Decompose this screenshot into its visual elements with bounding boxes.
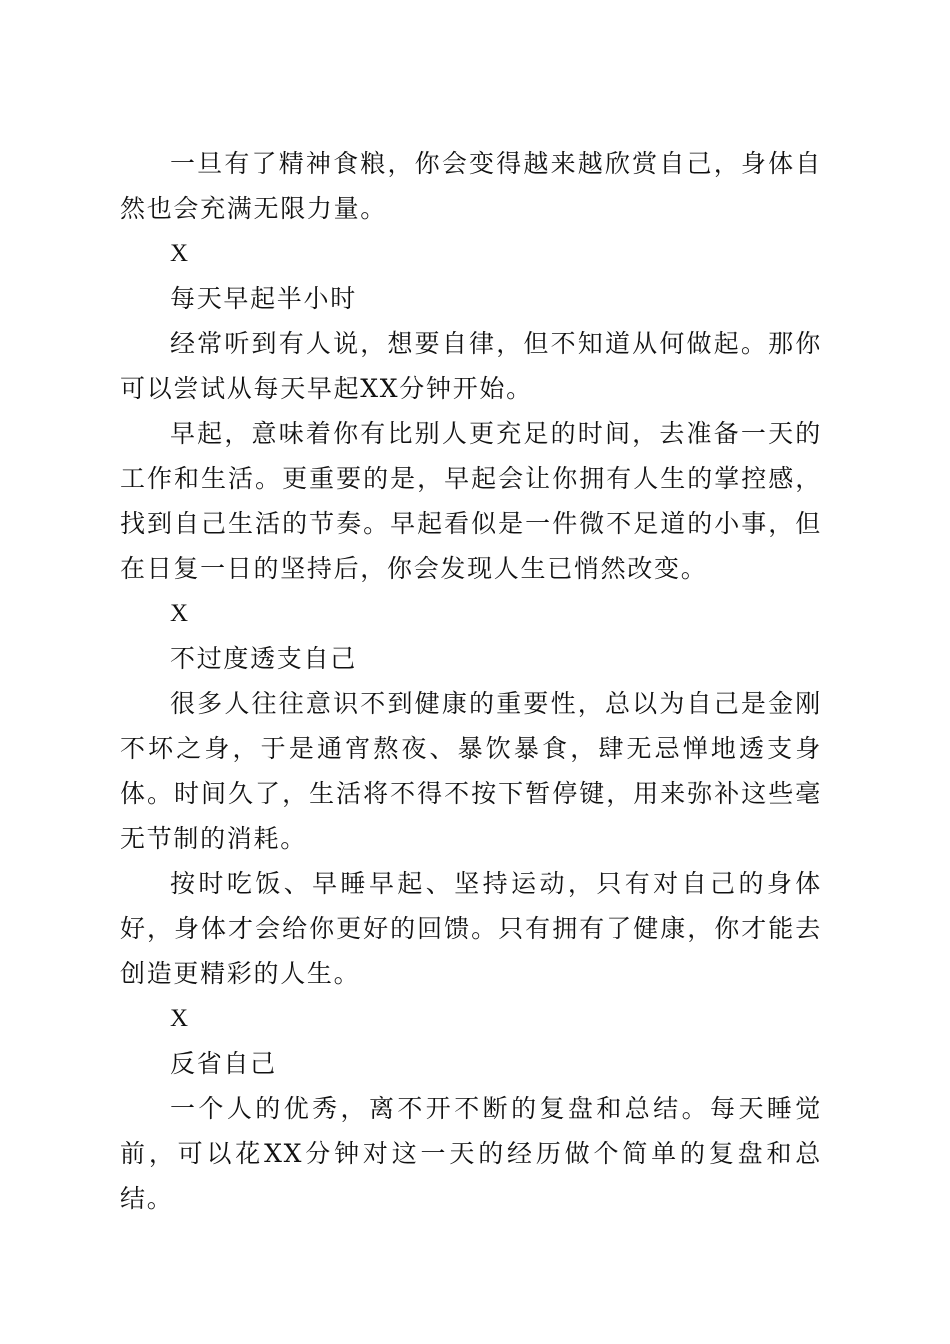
paragraph-health-importance: 很多人往往意识不到健康的重要性，总以为自己是金刚不坏之身，于是通宵熬夜、暴饮暴食，肆无忌惮地透支身体。时间久了，生活将不得不按下暂停键，用来弥补这些毫无节制的消耗。 xyxy=(120,689,822,853)
paragraph-reflect: 一个人的优秀，离不开不断的复盘和总结。每天睡觉前，可以花XX分钟对这一天的经历做个简单的复盘和总结。 xyxy=(120,1094,822,1213)
paragraph-spiritual-food: 一旦有了精神食粮，你会变得越来越欣赏自己，身体自然也会充满无限力量。 xyxy=(120,149,822,223)
paragraph-healthy-habits: 按时吃饭、早睡早起、坚持运动，只有对自己的身体好，身体才会给你更好的回馈。只有拥有了健康，你才能去创造更精彩的人生。 xyxy=(120,869,822,988)
paragraph-early-rise-benefits: 早起，意味着你有比别人更充足的时间，去准备一天的工作和生活。更重要的是，早起会让你拥有人生的掌控感，找到自己生活的节奏。早起看似是一件微不足道的小事，但在日复一日的坚持后，你会发现人生已悄然改变。 xyxy=(120,419,822,583)
section-heading-early-rise: 每天早起半小时 xyxy=(170,284,357,313)
section-heading-reflect: 反省自己 xyxy=(170,1049,277,1078)
paragraph-early-rise-intro: 经常听到有人说，想要自律，但不知道从何做起。那你可以尝试从每天早起XX分钟开始。 xyxy=(120,329,822,403)
section-heading-no-overdraw: 不过度透支自己 xyxy=(170,644,357,673)
section-marker: X xyxy=(170,240,189,267)
document-body xyxy=(120,141,822,1221)
section-marker: X xyxy=(170,600,189,627)
section-marker: X xyxy=(170,1005,189,1032)
